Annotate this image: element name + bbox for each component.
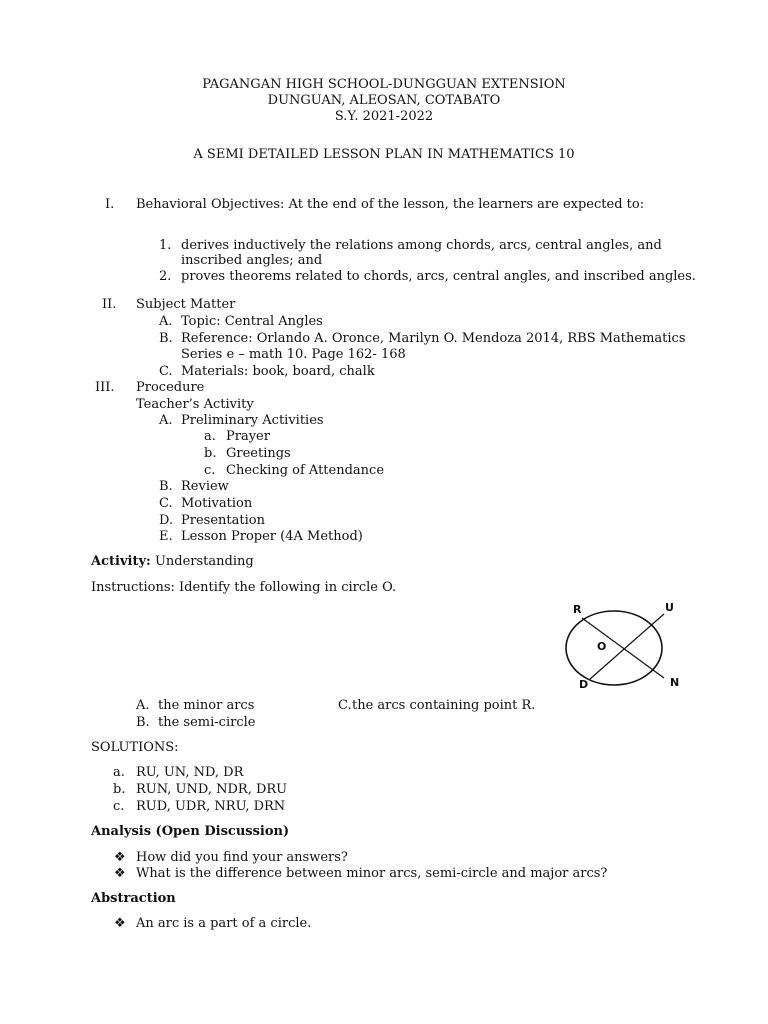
chord-rn [582,618,664,678]
section-numeral-3: III. [95,380,115,395]
question-minor-arcs: the minor arcs [158,698,255,713]
teachers-activity-heading: Teacher’s Activity [136,397,254,412]
activity-line [91,554,254,569]
document-title: A SEMI DETAILED LESSON PLAN IN MATHEMATICS 10 [193,147,575,162]
list-letter: c. [204,463,216,478]
abstraction-heading: Abstraction [91,891,176,906]
materials-text: Materials: book, board, chalk [181,364,375,379]
presentation-item: Presentation [181,513,265,528]
school-year: S.Y. 2021-2022 [334,109,434,124]
section-numeral-2: II. [102,297,117,312]
reference-text: Reference: Orlando A. Oronce, Marilyn O. Mendoza 2014, RBS Mathematics [181,331,686,346]
question-semi-circle: the semi-circle [158,715,256,730]
school-address: DUNGUAN, ALEOSAN, COTABATO [267,93,501,108]
list-letter: A. [159,314,173,329]
question-arcs-point-r: the arcs containing point R. [352,698,536,713]
list-letter: D. [159,513,174,528]
objective-text: derives inductively the relations among chords, arcs, central angles, and [181,238,662,253]
analysis-heading: Analysis (Open Discussion) [91,824,290,839]
circle-outline [566,611,662,685]
subject-matter-heading: Subject Matter [136,297,236,312]
list-letter: E. [159,529,173,544]
objective-text-cont: inscribed angles; and [181,253,323,268]
center-o-label: O [597,640,607,653]
solution-a: RU, UN, ND, DR [136,765,244,780]
list-letter: C. [159,496,173,511]
activity-label: Activity: [91,554,151,569]
activity-instructions: Instructions: Identify the following in circle O. [91,580,397,595]
topic-text: Topic: Central Angles [181,314,323,329]
diamond-bullet-icon: ❖ [114,866,126,881]
diamond-bullet-icon: ❖ [114,850,126,865]
activity-value: Understanding [154,554,254,569]
list-letter: b. [204,446,217,461]
list-letter: B. [159,331,173,346]
point-u-label: U [665,601,674,614]
list-letter: B. [159,479,173,494]
review-item: Review [181,479,229,494]
motivation-item: Motivation [181,496,253,511]
abstraction-item: An arc is a part of a circle. [136,916,312,931]
solution-c: RUD, UDR, NRU, DRN [136,799,286,814]
section-numeral-1: I. [105,197,115,212]
solution-b: RUN, UND, NDR, DRU [136,782,288,797]
list-letter: a. [204,429,216,444]
point-n-label: N [670,676,680,689]
point-r-label: R [573,603,582,616]
list-letter: a. [113,765,125,780]
list-letter: C. [159,364,173,379]
list-letter: B. [136,715,150,730]
analysis-question: What is the difference between minor arcs, semi-circle and major arcs? [136,866,608,881]
point-d-label: D [579,678,589,691]
objective-number: 1. [159,238,172,253]
objective-text: proves theorems related to chords, arcs, central angles, and inscribed angles. [181,269,696,284]
list-letter: c. [113,799,125,814]
solutions-heading: SOLUTIONS: [91,740,179,755]
school-name: PAGANGAN HIGH SCHOOL-DUNGGUAN EXTENSION [202,77,566,92]
list-letter: A. [159,413,173,428]
attendance-item: Checking of Attendance [226,463,385,478]
list-letter: C. [338,698,352,713]
greetings-item: Greetings [226,446,291,461]
prayer-item: Prayer [226,429,270,444]
reference-text-cont: Series e – math 10. Page 162- 168 [181,347,406,362]
objectives-heading: Behavioral Objectives: At the end of the lesson, the learners are expected to: [136,197,645,212]
procedure-heading: Procedure [136,380,205,395]
objective-number: 2. [159,269,172,284]
analysis-question: How did you find your answers? [136,850,348,865]
list-letter: A. [136,698,150,713]
diamond-bullet-icon: ❖ [114,916,126,931]
circle-o-diagram [560,598,710,694]
lesson-proper-item: Lesson Proper (4A Method) [181,529,363,544]
preliminary-activities: Preliminary Activities [181,413,324,428]
list-letter: b. [113,782,126,797]
